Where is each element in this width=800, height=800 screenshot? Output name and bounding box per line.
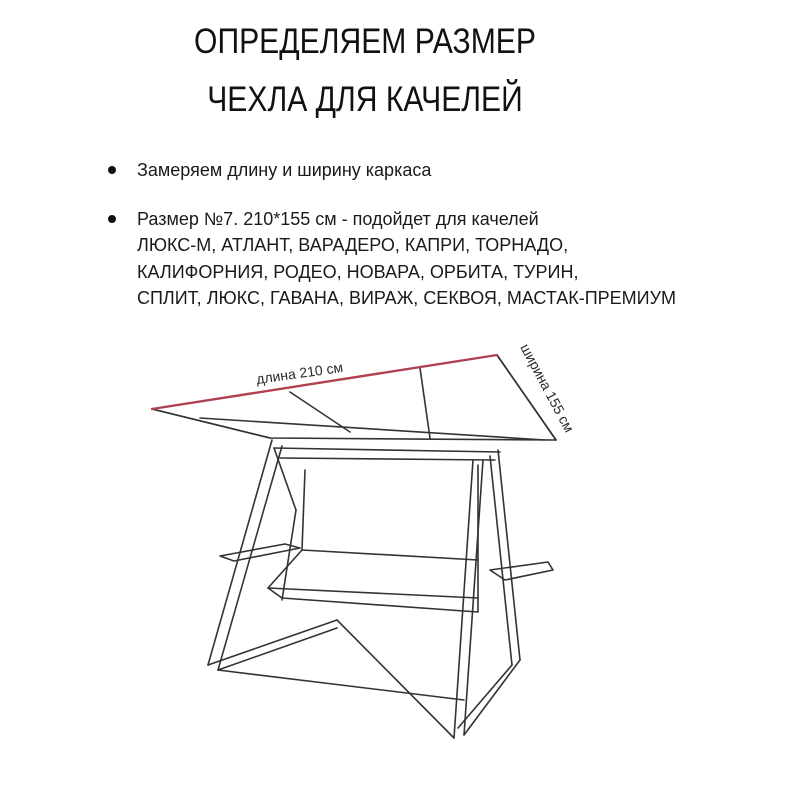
right-armrest [490,562,553,580]
width-label: ширина 155 см [517,340,578,435]
canopy-rib [200,418,545,440]
frame-top-beam-inner [280,458,495,460]
length-label: длина 210 см [255,358,345,387]
swing-seat [268,588,478,612]
right-front-leg-inner [490,456,512,665]
base-cross-bar [218,670,464,700]
right-base [464,660,520,735]
bullet-line: Замеряем длину и ширину каркаса [137,160,432,180]
canopy-front-edge [152,409,270,438]
frame-top-beam [274,448,500,452]
right-front-leg [498,450,520,660]
left-base [208,620,337,665]
bullet-line: Размер №7. 210*155 см - подойдет для качелей [137,208,539,229]
base-diagonal-bar [337,620,454,738]
swing-hanger-left [302,470,305,550]
swing-backrest-top [302,550,478,560]
canopy-rib [420,368,430,438]
page-title-line-1: ОПРЕДЕЛЯЕМ РАЗМЕР [194,22,536,61]
swing-frame-lines [152,355,556,738]
bullet-line: ЛЮКС-М, АТЛАНТ, ВАРАДЕРО, КАПРИ, ТОРНАДО, [137,235,569,255]
right-rear-leg-inner [454,460,473,738]
page-title-line-2: ЧЕХЛА ДЛЯ КАЧЕЛЕЙ [207,80,523,119]
left-rear-leg [282,510,296,600]
bullet-line: СПЛИТ, ЛЮКС, ГАВАНА, ВИРАЖ, СЕКВОЯ, МАСТАК-ПРЕМИУМ [137,288,677,308]
bullet-line: КАЛИФОРНИЯ, РОДЕО, НОВАРА, ОРБИТА, ТУРИН, [137,261,579,282]
left-base-inner [218,628,337,670]
